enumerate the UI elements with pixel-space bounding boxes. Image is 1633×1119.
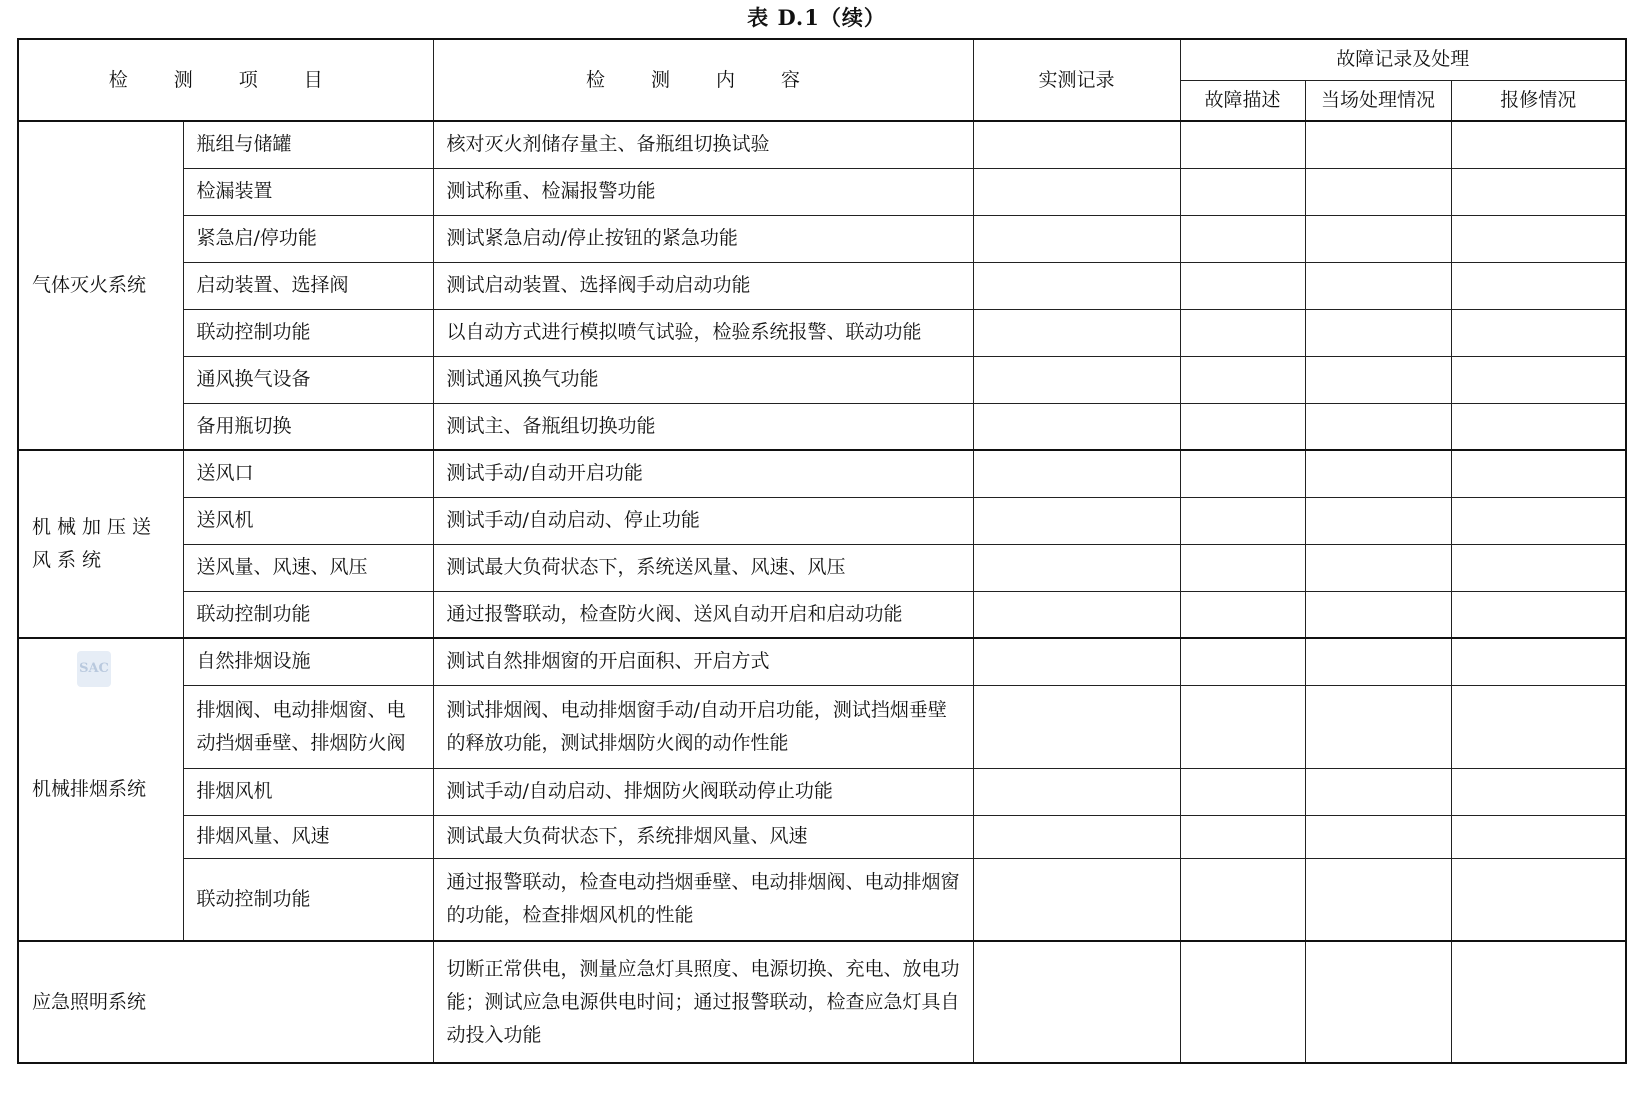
repair-cell[interactable] bbox=[1451, 215, 1626, 262]
content-cell: 测试手动/自动开启功能 bbox=[433, 450, 973, 497]
record-cell[interactable] bbox=[973, 591, 1180, 638]
repair-cell[interactable] bbox=[1451, 121, 1626, 168]
item-cell: 联动控制功能 bbox=[183, 858, 433, 941]
table-row bbox=[18, 215, 1626, 262]
fault-desc-cell[interactable] bbox=[1180, 941, 1305, 1063]
fault-desc-cell[interactable] bbox=[1180, 544, 1305, 591]
record-cell[interactable] bbox=[973, 815, 1180, 858]
fault-desc-cell[interactable] bbox=[1180, 591, 1305, 638]
repair-cell[interactable] bbox=[1451, 685, 1626, 768]
content-cell: 测试通风换气功能 bbox=[433, 356, 973, 403]
content-cell: 测试手动/自动启动、停止功能 bbox=[433, 497, 973, 544]
record-cell[interactable] bbox=[973, 309, 1180, 356]
repair-cell[interactable] bbox=[1451, 450, 1626, 497]
record-cell[interactable] bbox=[973, 497, 1180, 544]
content-cell: 通过报警联动，检查电动挡烟垂壁、电动排烟阀、电动排烟窗的功能，检查排烟风机的性能 bbox=[433, 858, 973, 941]
sac-watermark-logo: SAC bbox=[77, 651, 111, 687]
item-cell: 联动控制功能 bbox=[183, 309, 433, 356]
table-row bbox=[18, 685, 1626, 768]
item-cell: 送风量、风速、风压 bbox=[183, 544, 433, 591]
content-cell: 核对灭火剂储存量主、备瓶组切换试验 bbox=[433, 121, 973, 168]
repair-cell[interactable] bbox=[1451, 497, 1626, 544]
repair-cell[interactable] bbox=[1451, 403, 1626, 450]
header-fault-desc: 故障描述 bbox=[1180, 80, 1305, 121]
repair-cell[interactable] bbox=[1451, 544, 1626, 591]
item-cell: 检漏装置 bbox=[183, 168, 433, 215]
fault-desc-cell[interactable] bbox=[1180, 685, 1305, 768]
record-cell[interactable] bbox=[973, 450, 1180, 497]
table-row bbox=[18, 450, 1626, 497]
fault-desc-cell[interactable] bbox=[1180, 638, 1305, 685]
record-cell[interactable] bbox=[973, 941, 1180, 1063]
repair-cell[interactable] bbox=[1451, 356, 1626, 403]
content-cell: 测试最大负荷状态下，系统排烟风量、风速 bbox=[433, 815, 973, 858]
record-cell[interactable] bbox=[973, 638, 1180, 685]
item-cell: 排烟阀、电动排烟窗、电动挡烟垂壁、排烟防火阀 bbox=[183, 685, 433, 768]
table-row bbox=[18, 768, 1626, 815]
header-record: 实测记录 bbox=[973, 39, 1180, 121]
fault-desc-cell[interactable] bbox=[1180, 262, 1305, 309]
record-cell[interactable] bbox=[973, 685, 1180, 768]
onsite-cell[interactable] bbox=[1305, 356, 1451, 403]
record-cell[interactable] bbox=[973, 403, 1180, 450]
header-item: 检 测 项 目 bbox=[18, 39, 433, 121]
onsite-cell[interactable] bbox=[1305, 544, 1451, 591]
repair-cell[interactable] bbox=[1451, 638, 1626, 685]
item-cell: 自然排烟设施 bbox=[183, 638, 433, 685]
header-content: 检 测 内 容 bbox=[433, 39, 973, 121]
onsite-cell[interactable] bbox=[1305, 497, 1451, 544]
item-cell: 联动控制功能 bbox=[183, 591, 433, 638]
item-cell: 排烟风量、风速 bbox=[183, 815, 433, 858]
repair-cell[interactable] bbox=[1451, 591, 1626, 638]
item-cell: 启动装置、选择阀 bbox=[183, 262, 433, 309]
content-cell: 测试主、备瓶组切换功能 bbox=[433, 403, 973, 450]
header-repair: 报修情况 bbox=[1451, 80, 1626, 121]
fault-desc-cell[interactable] bbox=[1180, 450, 1305, 497]
fault-desc-cell[interactable] bbox=[1180, 768, 1305, 815]
table-row bbox=[18, 858, 1626, 941]
content-cell: 测试称重、检漏报警功能 bbox=[433, 168, 973, 215]
repair-cell[interactable] bbox=[1451, 262, 1626, 309]
repair-cell[interactable] bbox=[1451, 309, 1626, 356]
repair-cell[interactable] bbox=[1451, 815, 1626, 858]
onsite-cell[interactable] bbox=[1305, 941, 1451, 1063]
content-cell: 通过报警联动，检查防火阀、送风自动开启和启动功能 bbox=[433, 591, 973, 638]
onsite-cell[interactable] bbox=[1305, 215, 1451, 262]
onsite-cell[interactable] bbox=[1305, 685, 1451, 768]
item-cell: 紧急启/停功能 bbox=[183, 215, 433, 262]
fault-desc-cell[interactable] bbox=[1180, 215, 1305, 262]
item-cell: 瓶组与储罐 bbox=[183, 121, 433, 168]
repair-cell[interactable] bbox=[1451, 858, 1626, 941]
table-row bbox=[18, 544, 1626, 591]
record-cell[interactable] bbox=[973, 356, 1180, 403]
fault-desc-cell[interactable] bbox=[1180, 858, 1305, 941]
item-cell: 备用瓶切换 bbox=[183, 403, 433, 450]
header-row bbox=[18, 39, 1626, 80]
table-row bbox=[18, 403, 1626, 450]
onsite-cell[interactable] bbox=[1305, 168, 1451, 215]
group-name: 气体灭火系统 bbox=[18, 121, 183, 450]
content-cell: 测试最大负荷状态下，系统送风量、风速、风压 bbox=[433, 544, 973, 591]
item-cell: 排烟风机 bbox=[183, 768, 433, 815]
onsite-cell[interactable] bbox=[1305, 309, 1451, 356]
item-cell: 通风换气设备 bbox=[183, 356, 433, 403]
group-name: 应急照明系统 bbox=[18, 941, 433, 1063]
content-cell: 以自动方式进行模拟喷气试验，检验系统报警、联动功能 bbox=[433, 309, 973, 356]
repair-cell[interactable] bbox=[1451, 941, 1626, 1063]
fault-desc-cell[interactable] bbox=[1180, 356, 1305, 403]
fault-desc-cell[interactable] bbox=[1180, 815, 1305, 858]
item-cell: 送风机 bbox=[183, 497, 433, 544]
table-row bbox=[18, 121, 1626, 168]
record-cell[interactable] bbox=[973, 768, 1180, 815]
inspection-table bbox=[17, 38, 1627, 1064]
record-cell[interactable] bbox=[973, 121, 1180, 168]
onsite-cell[interactable] bbox=[1305, 858, 1451, 941]
table-row bbox=[18, 262, 1626, 309]
table-row bbox=[18, 941, 1626, 1063]
table-row bbox=[18, 168, 1626, 215]
table-row bbox=[18, 591, 1626, 638]
content-cell: 切断正常供电，测量应急灯具照度、电源切换、充电、放电功能；测试应急电源供电时间；通过报警联动，检查应急灯具自动投入功能 bbox=[433, 941, 973, 1063]
onsite-cell[interactable] bbox=[1305, 450, 1451, 497]
onsite-cell[interactable] bbox=[1305, 768, 1451, 815]
table-row bbox=[18, 815, 1626, 858]
group-name: 机械加压送风系统 bbox=[18, 450, 183, 638]
content-cell: 测试紧急启动/停止按钮的紧急功能 bbox=[433, 215, 973, 262]
header-onsite: 当场处理情况 bbox=[1305, 80, 1451, 121]
fault-desc-cell[interactable] bbox=[1180, 168, 1305, 215]
header-fault-group: 故障记录及处理 bbox=[1180, 39, 1626, 80]
fault-desc-cell[interactable] bbox=[1180, 121, 1305, 168]
record-cell[interactable] bbox=[973, 215, 1180, 262]
table-row bbox=[18, 309, 1626, 356]
onsite-cell[interactable] bbox=[1305, 262, 1451, 309]
record-cell[interactable] bbox=[973, 262, 1180, 309]
fault-desc-cell[interactable] bbox=[1180, 403, 1305, 450]
table-row bbox=[18, 497, 1626, 544]
onsite-cell[interactable] bbox=[1305, 403, 1451, 450]
group-cell-smoke-exhaust bbox=[18, 638, 183, 941]
group-name: 机械排烟系统 bbox=[32, 778, 147, 800]
table-row bbox=[18, 638, 1626, 685]
content-cell: 测试启动装置、选择阀手动启动功能 bbox=[433, 262, 973, 309]
fault-desc-cell[interactable] bbox=[1180, 309, 1305, 356]
onsite-cell[interactable] bbox=[1305, 815, 1451, 858]
repair-cell[interactable] bbox=[1451, 768, 1626, 815]
record-cell[interactable] bbox=[973, 858, 1180, 941]
table-caption: 表 D.1（续） bbox=[747, 5, 886, 30]
item-cell: 送风口 bbox=[183, 450, 433, 497]
record-cell[interactable] bbox=[973, 544, 1180, 591]
content-cell: 测试排烟阀、电动排烟窗手动/自动开启功能，测试挡烟垂壁的释放功能，测试排烟防火阀的动作性能 bbox=[433, 685, 973, 768]
onsite-cell[interactable] bbox=[1305, 638, 1451, 685]
content-cell: 测试手动/自动启动、排烟防火阀联动停止功能 bbox=[433, 768, 973, 815]
onsite-cell[interactable] bbox=[1305, 121, 1451, 168]
table-row bbox=[18, 356, 1626, 403]
content-cell: 测试自然排烟窗的开启面积、开启方式 bbox=[433, 638, 973, 685]
fault-desc-cell[interactable] bbox=[1180, 497, 1305, 544]
onsite-cell[interactable] bbox=[1305, 591, 1451, 638]
record-cell[interactable] bbox=[973, 168, 1180, 215]
repair-cell[interactable] bbox=[1451, 168, 1626, 215]
